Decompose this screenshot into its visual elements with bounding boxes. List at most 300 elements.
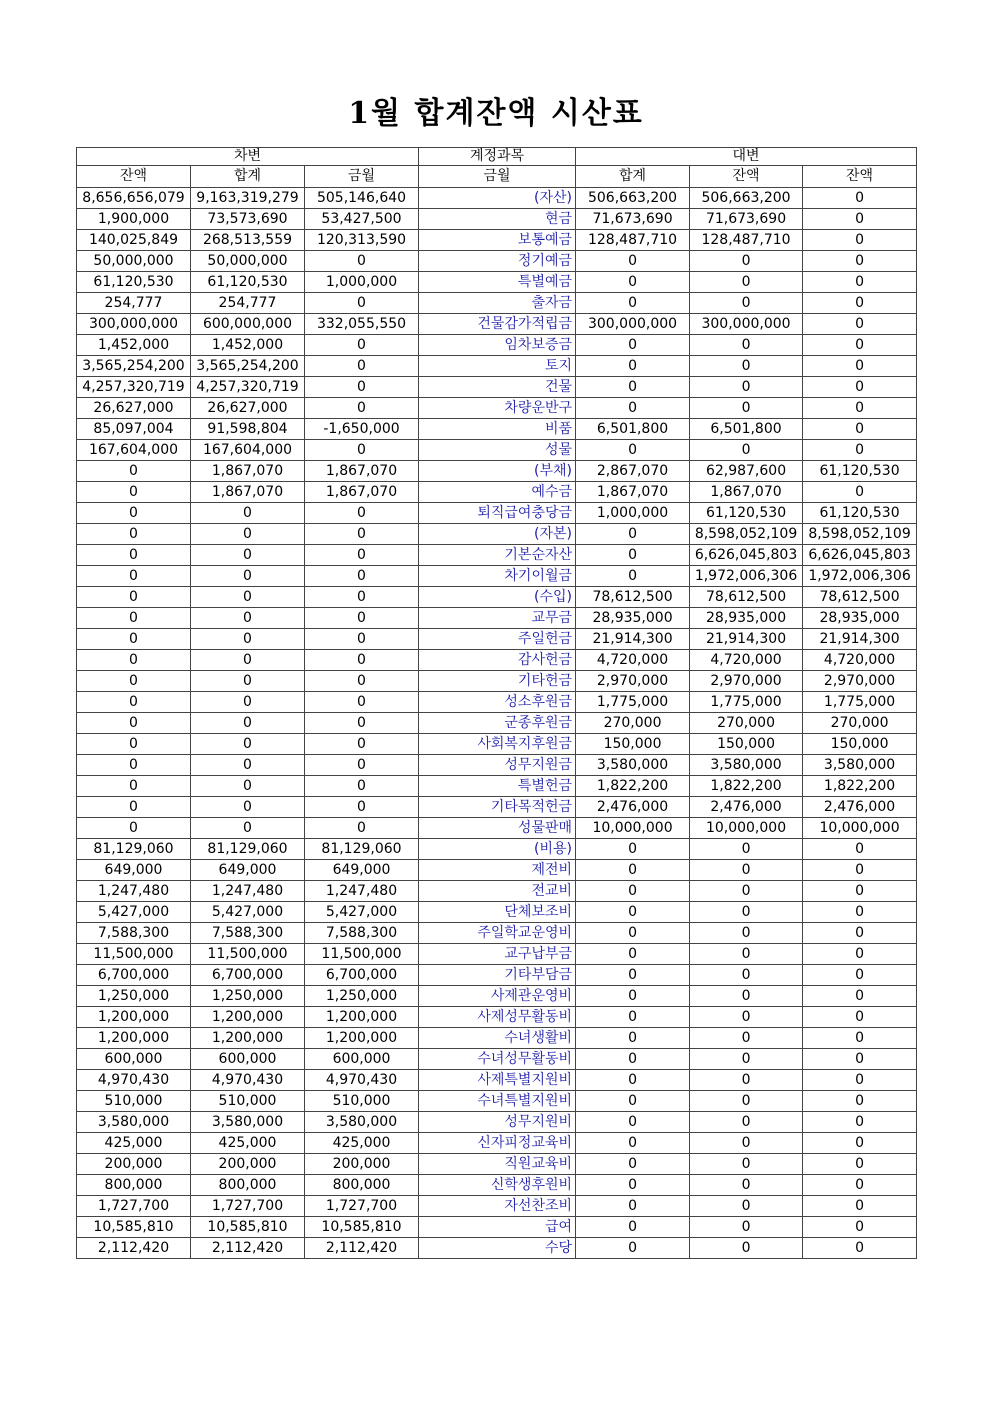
cell-credit-balance: 62,987,600 (690, 461, 803, 482)
cell-debit-balance: 26,627,000 (77, 398, 191, 419)
cell-credit-balance-2: 270,000 (803, 713, 917, 734)
table-row (77, 902, 917, 923)
cell-credit-balance-2: 6,626,045,803 (803, 545, 917, 566)
table-row (77, 776, 917, 797)
table-row (77, 1112, 917, 1133)
cell-credit-total: 0 (576, 1238, 690, 1259)
cell-credit-balance: 1,867,070 (690, 482, 803, 503)
cell-debit-balance: 0 (77, 524, 191, 545)
cell-debit-total: 0 (191, 608, 305, 629)
cell-credit-total: 1,000,000 (576, 503, 690, 524)
cell-debit-balance: 0 (77, 734, 191, 755)
cell-debit-balance: 1,727,700 (77, 1196, 191, 1217)
cell-debit-total: 0 (191, 734, 305, 755)
table-row (77, 986, 917, 1007)
cell-debit-balance: 0 (77, 776, 191, 797)
cell-debit-balance: 0 (77, 629, 191, 650)
table-row (77, 650, 917, 671)
cell-credit-balance-2: 0 (803, 356, 917, 377)
cell-credit-balance: 0 (690, 944, 803, 965)
cell-debit-balance: 0 (77, 671, 191, 692)
cell-debit-month: 0 (305, 797, 419, 818)
cell-account-name: 퇴직급여충당금 (419, 503, 576, 524)
cell-debit-total: 0 (191, 713, 305, 734)
cell-debit-total: 0 (191, 776, 305, 797)
cell-debit-balance: 0 (77, 587, 191, 608)
cell-credit-balance: 0 (690, 377, 803, 398)
cell-account-name: 차기이월금 (419, 566, 576, 587)
cell-credit-total: 270,000 (576, 713, 690, 734)
cell-credit-balance-2: 150,000 (803, 734, 917, 755)
cell-debit-balance: 600,000 (77, 1049, 191, 1070)
cell-account-name: 수녀생활비 (419, 1028, 576, 1049)
table-row (77, 251, 917, 272)
table-row (77, 629, 917, 650)
cell-debit-total: 0 (191, 524, 305, 545)
cell-credit-balance: 0 (690, 839, 803, 860)
cell-credit-balance: 1,775,000 (690, 692, 803, 713)
cell-debit-total: 1,247,480 (191, 881, 305, 902)
cell-debit-total: 5,427,000 (191, 902, 305, 923)
cell-credit-balance: 0 (690, 923, 803, 944)
cell-debit-month: 1,250,000 (305, 986, 419, 1007)
cell-debit-total: 510,000 (191, 1091, 305, 1112)
cell-credit-total: 128,487,710 (576, 230, 690, 251)
cell-credit-total: 78,612,500 (576, 587, 690, 608)
cell-debit-balance: 167,604,000 (77, 440, 191, 461)
cell-credit-balance-2: 3,580,000 (803, 755, 917, 776)
cell-debit-total: 649,000 (191, 860, 305, 881)
cell-debit-balance: 200,000 (77, 1154, 191, 1175)
cell-credit-balance: 0 (690, 251, 803, 272)
cell-debit-total: 0 (191, 797, 305, 818)
cell-debit-total: 1,867,070 (191, 461, 305, 482)
cell-credit-total: 0 (576, 1154, 690, 1175)
table-row (77, 1217, 917, 1238)
table-row (77, 524, 917, 545)
cell-debit-balance: 140,025,849 (77, 230, 191, 251)
cell-credit-total: 2,476,000 (576, 797, 690, 818)
cell-credit-total: 0 (576, 1049, 690, 1070)
cell-debit-balance: 425,000 (77, 1133, 191, 1154)
cell-debit-total: 81,129,060 (191, 839, 305, 860)
cell-debit-balance: 0 (77, 503, 191, 524)
cell-debit-month: 0 (305, 671, 419, 692)
cell-credit-balance: 0 (690, 860, 803, 881)
cell-account-name: 기타목적헌금 (419, 797, 576, 818)
cell-debit-balance: 0 (77, 818, 191, 839)
cell-debit-balance: 0 (77, 482, 191, 503)
cell-credit-balance-2: 0 (803, 440, 917, 461)
cell-debit-month: 800,000 (305, 1175, 419, 1196)
cell-debit-month: 0 (305, 650, 419, 671)
header-row-top (77, 148, 917, 166)
cell-account-name: (부채) (419, 461, 576, 482)
cell-credit-balance-2: 0 (803, 419, 917, 440)
cell-credit-balance-2: 61,120,530 (803, 461, 917, 482)
cell-credit-balance-2: 2,970,000 (803, 671, 917, 692)
table-row (77, 419, 917, 440)
cell-credit-balance: 0 (690, 356, 803, 377)
cell-account-name: 사제관운영비 (419, 986, 576, 1007)
cell-debit-balance: 2,112,420 (77, 1238, 191, 1259)
cell-account-name: 성소후원금 (419, 692, 576, 713)
cell-credit-balance-2: 2,476,000 (803, 797, 917, 818)
cell-credit-balance-2: 0 (803, 986, 917, 1007)
cell-credit-balance: 0 (690, 1238, 803, 1259)
cell-credit-balance: 0 (690, 293, 803, 314)
cell-credit-total: 0 (576, 1175, 690, 1196)
cell-debit-month: 0 (305, 335, 419, 356)
cell-account-name: 건물감가적립금 (419, 314, 576, 335)
cell-credit-balance: 0 (690, 440, 803, 461)
cell-account-name: 신학생후원비 (419, 1175, 576, 1196)
cell-credit-balance: 270,000 (690, 713, 803, 734)
cell-credit-total: 0 (576, 923, 690, 944)
cell-credit-balance: 0 (690, 1175, 803, 1196)
cell-debit-month: 0 (305, 503, 419, 524)
cell-account-name: 교무금 (419, 608, 576, 629)
cell-debit-total: 0 (191, 587, 305, 608)
cell-credit-balance-2: 0 (803, 839, 917, 860)
cell-credit-balance: 8,598,052,109 (690, 524, 803, 545)
cell-credit-balance-2: 78,612,500 (803, 587, 917, 608)
table-row (77, 734, 917, 755)
table-row (77, 713, 917, 734)
cell-credit-balance: 0 (690, 986, 803, 1007)
table-row (77, 587, 917, 608)
cell-debit-balance: 4,257,320,719 (77, 377, 191, 398)
cell-credit-total: 0 (576, 356, 690, 377)
cell-credit-balance-2: 0 (803, 398, 917, 419)
cell-debit-month: 1,867,070 (305, 482, 419, 503)
table-row (77, 377, 917, 398)
cell-account-name: 전교비 (419, 881, 576, 902)
cell-credit-balance: 0 (690, 1028, 803, 1049)
cell-debit-month: 0 (305, 293, 419, 314)
cell-credit-balance: 1,822,200 (690, 776, 803, 797)
cell-debit-balance: 6,700,000 (77, 965, 191, 986)
cell-debit-balance: 254,777 (77, 293, 191, 314)
cell-credit-total: 0 (576, 902, 690, 923)
cell-credit-balance-2: 0 (803, 335, 917, 356)
cell-credit-total: 0 (576, 1112, 690, 1133)
cell-account-name: 성물판매 (419, 818, 576, 839)
cell-debit-month: 0 (305, 356, 419, 377)
cell-debit-balance: 1,452,000 (77, 335, 191, 356)
cell-debit-balance: 11,500,000 (77, 944, 191, 965)
cell-debit-total: 91,598,804 (191, 419, 305, 440)
cell-debit-total: 11,500,000 (191, 944, 305, 965)
cell-debit-balance: 649,000 (77, 860, 191, 881)
cell-debit-month: 6,700,000 (305, 965, 419, 986)
cell-debit-month: 0 (305, 377, 419, 398)
cell-credit-total: 4,720,000 (576, 650, 690, 671)
cell-credit-balance-2: 10,000,000 (803, 818, 917, 839)
cell-credit-balance: 0 (690, 335, 803, 356)
cell-credit-balance: 0 (690, 965, 803, 986)
cell-debit-total: 4,257,320,719 (191, 377, 305, 398)
header-credit-balance-2: 잔액 (803, 166, 917, 188)
cell-debit-month: 510,000 (305, 1091, 419, 1112)
cell-debit-month: 600,000 (305, 1049, 419, 1070)
table-row (77, 881, 917, 902)
cell-debit-balance: 800,000 (77, 1175, 191, 1196)
trial-balance-table (76, 147, 917, 1259)
cell-credit-total: 2,970,000 (576, 671, 690, 692)
table-row (77, 314, 917, 335)
cell-credit-balance-2: 0 (803, 1070, 917, 1091)
cell-account-name: 기본순자산 (419, 545, 576, 566)
cell-debit-month: 505,146,640 (305, 188, 419, 209)
cell-credit-total: 0 (576, 1196, 690, 1217)
cell-debit-month: 1,200,000 (305, 1007, 419, 1028)
cell-credit-total: 28,935,000 (576, 608, 690, 629)
cell-credit-balance: 28,935,000 (690, 608, 803, 629)
table-row (77, 965, 917, 986)
cell-credit-balance: 0 (690, 1217, 803, 1238)
cell-debit-month: 1,200,000 (305, 1028, 419, 1049)
cell-debit-month: 120,313,590 (305, 230, 419, 251)
header-credit-total: 합계 (576, 166, 690, 188)
table-row (77, 545, 917, 566)
table-row (77, 356, 917, 377)
cell-debit-total: 3,565,254,200 (191, 356, 305, 377)
cell-debit-month: 1,867,070 (305, 461, 419, 482)
cell-account-name: 건물 (419, 377, 576, 398)
cell-credit-balance: 0 (690, 902, 803, 923)
cell-credit-balance-2: 1,822,200 (803, 776, 917, 797)
cell-debit-balance: 7,588,300 (77, 923, 191, 944)
cell-debit-total: 1,200,000 (191, 1028, 305, 1049)
cell-account-name: 수녀성무활동비 (419, 1049, 576, 1070)
cell-credit-balance-2: 0 (803, 902, 917, 923)
header-debit: 차변 (77, 148, 419, 166)
cell-debit-month: 0 (305, 545, 419, 566)
cell-credit-balance-2: 0 (803, 482, 917, 503)
cell-account-name: (비용) (419, 839, 576, 860)
cell-credit-balance: 300,000,000 (690, 314, 803, 335)
cell-debit-month: 0 (305, 713, 419, 734)
cell-account-name: 특별헌금 (419, 776, 576, 797)
cell-credit-balance: 78,612,500 (690, 587, 803, 608)
cell-account-name: 사제특별지원비 (419, 1070, 576, 1091)
cell-debit-balance: 1,200,000 (77, 1007, 191, 1028)
cell-credit-total: 0 (576, 1007, 690, 1028)
cell-account-name: 주일헌금 (419, 629, 576, 650)
cell-account-name: 주일학교운영비 (419, 923, 576, 944)
cell-debit-total: 1,727,700 (191, 1196, 305, 1217)
cell-account-name: 예수금 (419, 482, 576, 503)
cell-account-name: 보통예금 (419, 230, 576, 251)
table-row (77, 1196, 917, 1217)
table-row (77, 482, 917, 503)
cell-debit-total: 600,000,000 (191, 314, 305, 335)
cell-credit-total: 0 (576, 1091, 690, 1112)
cell-credit-balance: 1,972,006,306 (690, 566, 803, 587)
cell-debit-month: 7,588,300 (305, 923, 419, 944)
cell-debit-balance: 1,247,480 (77, 881, 191, 902)
cell-account-name: (수입) (419, 587, 576, 608)
cell-credit-balance-2: 0 (803, 1238, 917, 1259)
cell-credit-total: 0 (576, 944, 690, 965)
cell-credit-total: 0 (576, 524, 690, 545)
table-row (77, 1028, 917, 1049)
cell-credit-balance-2: 0 (803, 314, 917, 335)
cell-debit-balance: 300,000,000 (77, 314, 191, 335)
cell-debit-month: 200,000 (305, 1154, 419, 1175)
cell-debit-balance: 1,250,000 (77, 986, 191, 1007)
cell-debit-month: 0 (305, 440, 419, 461)
cell-credit-total: 0 (576, 293, 690, 314)
table-row (77, 608, 917, 629)
cell-debit-balance: 3,580,000 (77, 1112, 191, 1133)
cell-debit-total: 800,000 (191, 1175, 305, 1196)
cell-debit-balance: 0 (77, 608, 191, 629)
cell-debit-total: 0 (191, 545, 305, 566)
cell-credit-balance-2: 0 (803, 251, 917, 272)
cell-credit-balance-2: 0 (803, 293, 917, 314)
cell-account-name: 제전비 (419, 860, 576, 881)
cell-credit-balance-2: 0 (803, 1007, 917, 1028)
cell-debit-month: 1,247,480 (305, 881, 419, 902)
cell-account-name: 토지 (419, 356, 576, 377)
cell-credit-balance-2: 0 (803, 1175, 917, 1196)
table-row (77, 503, 917, 524)
cell-credit-total: 0 (576, 986, 690, 1007)
cell-credit-total: 0 (576, 335, 690, 356)
cell-account-name: 현금 (419, 209, 576, 230)
cell-account-name: 사제성무활동비 (419, 1007, 576, 1028)
cell-debit-balance: 50,000,000 (77, 251, 191, 272)
cell-credit-total: 0 (576, 398, 690, 419)
header-debit-balance: 잔액 (77, 166, 191, 188)
cell-debit-total: 0 (191, 755, 305, 776)
cell-credit-balance-2: 0 (803, 944, 917, 965)
cell-credit-balance-2: 21,914,300 (803, 629, 917, 650)
cell-debit-month: 0 (305, 629, 419, 650)
cell-credit-total: 0 (576, 1028, 690, 1049)
cell-account-name: 단체보조비 (419, 902, 576, 923)
cell-debit-month: 1,727,700 (305, 1196, 419, 1217)
cell-debit-total: 0 (191, 503, 305, 524)
cell-credit-total: 0 (576, 545, 690, 566)
cell-credit-total: 6,501,800 (576, 419, 690, 440)
cell-debit-total: 0 (191, 692, 305, 713)
cell-credit-balance-2: 4,720,000 (803, 650, 917, 671)
cell-debit-balance: 10,585,810 (77, 1217, 191, 1238)
cell-credit-balance: 0 (690, 1091, 803, 1112)
cell-credit-total: 71,673,690 (576, 209, 690, 230)
cell-credit-total: 506,663,200 (576, 188, 690, 209)
cell-account-name: 수녀특별지원비 (419, 1091, 576, 1112)
cell-credit-total: 3,580,000 (576, 755, 690, 776)
cell-debit-total: 254,777 (191, 293, 305, 314)
cell-account-name: 수당 (419, 1238, 576, 1259)
cell-credit-balance-2: 0 (803, 209, 917, 230)
cell-debit-total: 2,112,420 (191, 1238, 305, 1259)
table-row (77, 944, 917, 965)
cell-debit-total: 1,200,000 (191, 1007, 305, 1028)
cell-debit-balance: 5,427,000 (77, 902, 191, 923)
cell-credit-balance: 21,914,300 (690, 629, 803, 650)
cell-debit-balance: 0 (77, 650, 191, 671)
table-row (77, 398, 917, 419)
cell-account-name: 기타헌금 (419, 671, 576, 692)
cell-debit-total: 1,452,000 (191, 335, 305, 356)
cell-credit-balance-2: 0 (803, 965, 917, 986)
header-debit-total: 합계 (191, 166, 305, 188)
cell-account-name: 임차보증금 (419, 335, 576, 356)
cell-account-name: 자선찬조비 (419, 1196, 576, 1217)
cell-account-name: 신자피정교육비 (419, 1133, 576, 1154)
cell-account-name: 성무지원비 (419, 1112, 576, 1133)
table-row (77, 293, 917, 314)
cell-credit-balance: 0 (690, 1154, 803, 1175)
cell-credit-total: 0 (576, 1133, 690, 1154)
cell-account-name: 사회복지후원금 (419, 734, 576, 755)
cell-debit-total: 425,000 (191, 1133, 305, 1154)
cell-credit-balance: 0 (690, 1049, 803, 1070)
cell-credit-balance-2: 0 (803, 1112, 917, 1133)
cell-credit-total: 0 (576, 860, 690, 881)
cell-credit-total: 0 (576, 1070, 690, 1091)
cell-debit-total: 0 (191, 818, 305, 839)
cell-credit-total: 0 (576, 272, 690, 293)
cell-credit-balance: 128,487,710 (690, 230, 803, 251)
cell-debit-total: 26,627,000 (191, 398, 305, 419)
table-row (77, 461, 917, 482)
cell-credit-balance-2: 0 (803, 230, 917, 251)
cell-debit-total: 61,120,530 (191, 272, 305, 293)
header-account: 계정과목 (419, 148, 576, 166)
cell-debit-month: 0 (305, 734, 419, 755)
cell-account-name: 성물 (419, 440, 576, 461)
table-row (77, 1133, 917, 1154)
cell-credit-total: 0 (576, 965, 690, 986)
table-row (77, 839, 917, 860)
cell-credit-balance: 0 (690, 1070, 803, 1091)
cell-debit-month: 0 (305, 776, 419, 797)
cell-credit-balance-2: 8,598,052,109 (803, 524, 917, 545)
cell-credit-balance: 2,970,000 (690, 671, 803, 692)
cell-credit-total: 1,822,200 (576, 776, 690, 797)
cell-debit-total: 600,000 (191, 1049, 305, 1070)
cell-credit-balance-2: 0 (803, 881, 917, 902)
cell-credit-balance: 0 (690, 1007, 803, 1028)
cell-credit-total: 0 (576, 566, 690, 587)
cell-debit-total: 1,250,000 (191, 986, 305, 1007)
cell-account-name: 정기예금 (419, 251, 576, 272)
cell-credit-balance: 0 (690, 272, 803, 293)
cell-debit-balance: 3,565,254,200 (77, 356, 191, 377)
cell-credit-balance: 0 (690, 1196, 803, 1217)
cell-credit-balance-2: 0 (803, 377, 917, 398)
cell-credit-balance: 4,720,000 (690, 650, 803, 671)
cell-credit-total: 1,775,000 (576, 692, 690, 713)
cell-debit-month: 3,580,000 (305, 1112, 419, 1133)
table-row (77, 671, 917, 692)
cell-credit-total: 150,000 (576, 734, 690, 755)
cell-credit-total: 300,000,000 (576, 314, 690, 335)
cell-debit-total: 50,000,000 (191, 251, 305, 272)
cell-credit-balance-2: 0 (803, 1049, 917, 1070)
cell-debit-total: 1,867,070 (191, 482, 305, 503)
cell-credit-total: 0 (576, 377, 690, 398)
table-row (77, 1007, 917, 1028)
cell-account-name: 급여 (419, 1217, 576, 1238)
cell-debit-balance: 81,129,060 (77, 839, 191, 860)
